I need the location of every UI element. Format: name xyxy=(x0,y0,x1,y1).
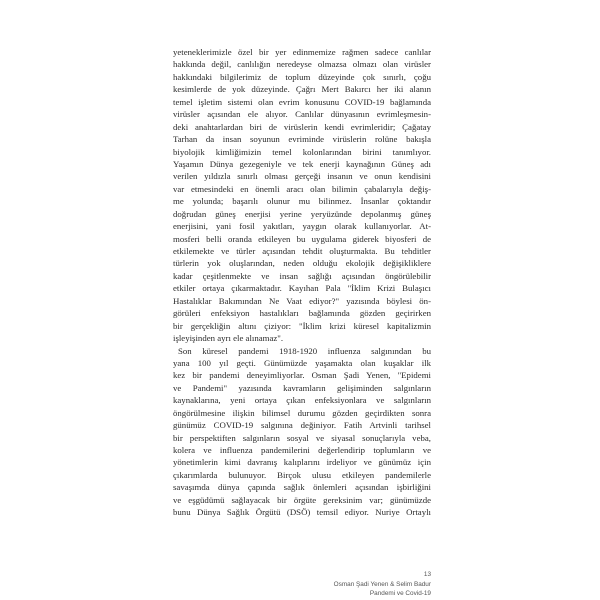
text-line: öngörülmesine ilişkin bilimsel durumu gözden geçirdikten sonra xyxy=(173,407,431,418)
text-line: etkilemekte ve türler açısından tehdit oluşturmakta. Bu tehditler xyxy=(173,246,431,256)
text-line: biyolojik kimliğimizin temel kolonlarından birini tanımlıyor. xyxy=(173,146,431,157)
paragraph-2 xyxy=(173,345,431,519)
text-line: bir gerçekliğin altını çiziyor: "İklim krizi küresel kapitalizmin xyxy=(173,320,431,331)
text-line: Tarhan da insan soyunun evriminde virüslerin rolüne bakışla xyxy=(173,134,431,145)
text-line: deki anahtarlardan biri de virüslerin kendi evrimleridir; Çağatay xyxy=(173,121,431,132)
text-line: var etmesindeki en önemli aracı olan bilimin çabalarıyla değiş- xyxy=(173,183,431,194)
text-line: kesimlerde de yok düzeyinde. Çağrı Mert Bakırcı her iki alanın xyxy=(173,84,431,95)
text-line: Son küresel pandemi 1918-1920 influenza salgınından bu xyxy=(178,345,431,356)
text-line: bunu Dünya Sağlık Örgütü (DSÖ) temsil ediyor. Nuriye Ortaylı xyxy=(173,507,431,518)
text-line: Hastalıklar Bakımından Ne Vaat ediyor?" yazısında böylesi ön- xyxy=(173,295,431,306)
body-text xyxy=(173,46,431,519)
text-line: mosferi belli oranda etkileyen bu uygulama giderek biyosferi de xyxy=(173,233,431,244)
text-line: hakkında değil, canlılığın neredeyse olmazsa olmazı olan virüsler xyxy=(173,59,431,70)
text-line: verilen yıldızla sınırlı olması gerçeği insanın ve onun kendisini xyxy=(173,171,431,182)
text-line: yana 100 yıl geçti. Günümüzde yaşamakta olan kuşaklar ilk xyxy=(173,357,431,368)
text-line: çıkarımlarda bulunuyor. Birçok ulusu etkileyen pandemilerle xyxy=(173,469,431,480)
text-line: Yaşamın Dünya gezegeniyle ve tek enerji kaynağının Güneş adı xyxy=(173,158,431,169)
text-line: me yolunda; başarılı olunur mu bilinmez. İnsanlar çoktandır xyxy=(173,196,431,207)
text-line: kadar çeşitlenmekte ve insan sağlığı açısından öngörülebilir xyxy=(173,270,431,281)
paragraph-1 xyxy=(173,46,431,345)
text-line: yeteneklerimizle özel bir yer edinmemize rağmen sadece canlılar xyxy=(173,47,431,57)
text-line: kez bir pandemi deneyimliyorlar. Osman Şadi Yenen, "Epidemi xyxy=(173,370,431,381)
text-line: yönetimlerin kimi davranış kalıplarını irdeliyor ve günümüz için xyxy=(173,457,431,468)
text-line: virüsler açısından ele alıyor. Canlılar dünyasının evrimleşmesin- xyxy=(173,109,431,120)
text-line: enerjisini, yani fosil yakıtları, yaygın olarak kullanıyorlar. At- xyxy=(173,221,431,232)
text-line: kolera ve influenza pandemilerini değerlendirip toplumların ve xyxy=(173,445,431,455)
text-line: görüleri enfeksiyon hastalıkları bağlamında gözden geçirirken xyxy=(173,308,431,319)
text-line: savaşımda dünya çapında sağlık önlemleri açısından işbirliğini xyxy=(173,482,431,493)
page-number: 13 xyxy=(423,571,431,578)
text-line: türlerin yok oluşlarından, neden olduğu ekolojik değişikliklere xyxy=(173,258,431,269)
running-footer-book-title: Pandemi ve Covid-19 xyxy=(369,590,431,597)
running-footer-authors: Osman Şadi Yenen & Selim Badur xyxy=(333,580,431,588)
text-line: ve eşgüdümü sağlayacak bir örgüte gereksinim var; günümüzde xyxy=(173,494,431,505)
page-footer xyxy=(231,570,431,599)
text-line: günümüz COVID-19 salgınına değiniyor. Fatih Artvinli tarihsel xyxy=(173,420,431,431)
text-line: ve Pandemi" yazısında kavramların gelişiminden salgınların xyxy=(173,382,431,393)
text-line: etkiler ortaya çıkarmaktadır. Kayıhan Pala "İklim Krizi Bulaşıcı xyxy=(173,283,431,294)
text-line: hakkındaki bilgilerimiz de toplum düzeyinde çok sınırlı, çoğu xyxy=(173,71,431,82)
text-line: doğrudan güneş enerjisi yerine yeryüzünde depolanmış güneş xyxy=(173,208,431,219)
text-line: kaynaklarına, yeni ortaya çıkan enfeksiyonlara ve salgınların xyxy=(173,395,431,406)
text-line: bir perspektiften salgınların sosyal ve siyasal sonuçlarıyla veba, xyxy=(173,432,431,443)
text-line: işleyişinden ayrı ele alınamaz". xyxy=(173,333,284,344)
text-line: temel işletim sistemi olan evrim konusunu COVID-19 bağlamında xyxy=(173,96,431,107)
